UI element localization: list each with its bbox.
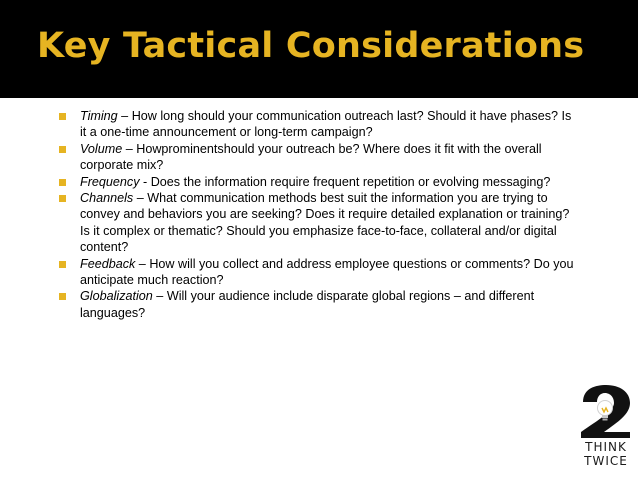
bullet-item <box>56 288 581 321</box>
number-two-lightbulb-icon <box>578 384 634 438</box>
bullet-term: Timing <box>80 109 118 123</box>
title-bar <box>0 0 638 98</box>
square-bullet-icon <box>59 179 66 186</box>
bullet-list <box>56 108 581 321</box>
bullet-item <box>56 141 581 174</box>
bullet-item <box>56 256 581 289</box>
bullet-term: Channels <box>80 191 134 206</box>
bullet-text: – Will your audience include disparate global regions – and different languages? <box>80 289 535 320</box>
bullet-term: Volume <box>80 141 123 156</box>
slide-title: Key Tactical Considerations <box>37 26 585 66</box>
square-bullet-icon <box>59 195 66 202</box>
bullet-text: – How long should your communication outreach last? Should it have phases? Is it a one-time announcement or long-term campaign? <box>80 109 572 140</box>
logo-text-think: THINK <box>585 440 627 454</box>
logo-text-twice: TWICE <box>584 454 628 468</box>
think-twice-logo <box>578 384 634 470</box>
bullet-term: Frequency <box>80 174 140 189</box>
bullet-text: - Does the information require frequent repetition or evolving messaging? <box>139 174 551 189</box>
bullet-text: – Howprominentshould your outreach be? Where does it fit with the overall corporate mix? <box>80 141 542 173</box>
bullet-text: – What communication methods best suit the information you are trying to convey and behaviors you are seeking? Does it require detailed explanation or training? Is it complex or thematic? Should you emphasize face-to-face, collateral and/or digital content? <box>80 191 570 255</box>
bullet-text: – How will you collect and address employee questions or comments? Do you anticipate much reaction? <box>80 256 574 288</box>
bullet-item <box>56 108 581 141</box>
bullet-term: Globalization <box>80 289 153 304</box>
square-bullet-icon <box>59 293 66 300</box>
square-bullet-icon <box>59 261 66 268</box>
square-bullet-icon <box>59 113 66 120</box>
bullet-term: Feedback <box>80 256 136 271</box>
bullet-item <box>56 190 581 256</box>
bullet-item <box>56 174 581 190</box>
square-bullet-icon <box>59 146 66 153</box>
